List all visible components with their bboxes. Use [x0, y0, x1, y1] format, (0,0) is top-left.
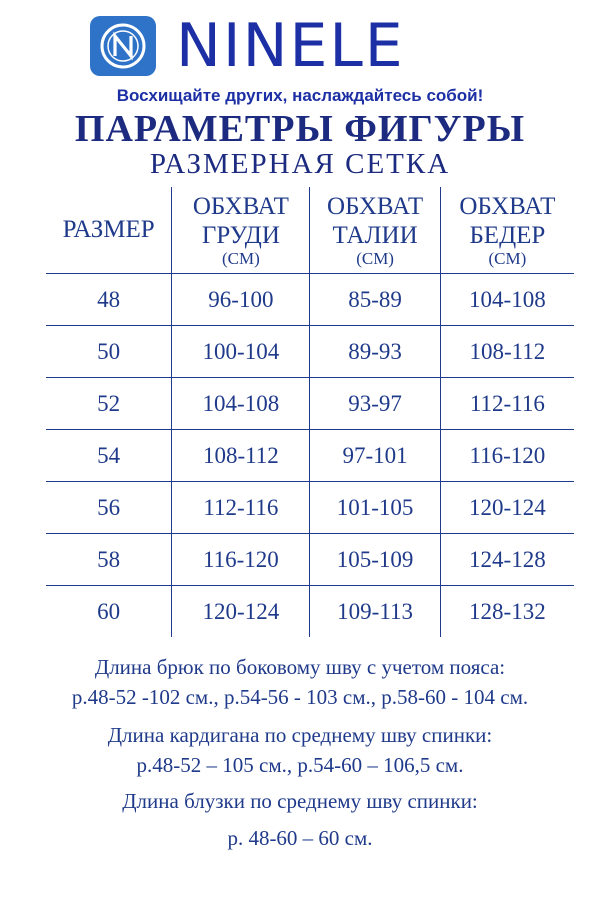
cell-chest: 112-116	[172, 482, 310, 534]
size-table	[46, 187, 574, 637]
table-row	[46, 274, 574, 326]
cardigan-length-title: Длина кардигана по среднему шву спинки:	[107, 723, 493, 747]
cell-hips: 104-108	[440, 274, 574, 326]
cell-chest: 116-120	[172, 534, 310, 586]
brand-tagline: Восхищайте других, наслаждайтесь собой!	[116, 86, 484, 105]
cell-size: 48	[46, 274, 172, 326]
logo-n-icon	[90, 16, 156, 76]
cell-waist: 97-101	[310, 430, 440, 482]
header-waist-line1: ОБХВАТ	[327, 193, 424, 220]
cell-size: 54	[46, 430, 172, 482]
header-hips-unit: (СМ)	[488, 249, 527, 268]
header-hips-line2: БЕДЕР	[469, 222, 546, 249]
cell-hips: 124-128	[440, 534, 574, 586]
blouse-length-values: р. 48-60 – 60 см.	[227, 826, 373, 850]
cell-waist: 101-105	[310, 482, 440, 534]
table-row	[46, 482, 574, 534]
page-subtitle: РАЗМЕРНАЯ СЕТКА	[149, 148, 451, 180]
header-chest-line2: ГРУДИ	[201, 222, 280, 249]
cell-waist: 89-93	[310, 326, 440, 378]
cell-size: 50	[46, 326, 172, 378]
cell-hips: 128-132	[440, 586, 574, 638]
cell-size: 60	[97, 598, 121, 624]
cell-chest: 100-104	[172, 326, 310, 378]
cell-hips: 108-112	[440, 326, 574, 378]
header-hips-line1: ОБХВАТ	[459, 193, 556, 220]
cell-chest: 104-108	[172, 378, 310, 430]
table-row	[46, 534, 574, 586]
cell-hips: 112-116	[440, 378, 574, 430]
header-waist-unit: (СМ)	[356, 249, 394, 268]
header-hips	[440, 187, 574, 274]
cell-chest: 120-124	[172, 586, 310, 638]
header-size-label: РАЗМЕР	[62, 216, 155, 243]
cell-chest: 108-112	[172, 430, 310, 482]
table-row	[46, 430, 574, 482]
header-chest	[172, 187, 310, 274]
table-row	[46, 378, 574, 430]
cell-size: 58	[46, 534, 172, 586]
page-title: ПАРАМЕТРЫ ФИГУРЫ	[74, 108, 526, 150]
cell-waist: 105-109	[310, 534, 440, 586]
header-chest-unit: (СМ)	[221, 249, 260, 268]
header-chest-line1: ОБХВАТ	[192, 193, 289, 220]
brand-logo	[90, 11, 520, 81]
table-row	[46, 586, 574, 638]
cell-size: 52	[46, 378, 172, 430]
trousers-length-values: р.48-52 -102 см., р.54-56 - 103 см., р.58-60 - 104 см.	[71, 685, 529, 709]
header-waist-line2: ТАЛИИ	[332, 222, 418, 249]
cardigan-length-values: р.48-52 – 105 см., р.54-60 – 106,5 см.	[136, 753, 464, 777]
brand-name: NINELE	[176, 11, 405, 81]
cell-chest: 96-100	[172, 274, 310, 326]
cell-hips: 120-124	[440, 482, 574, 534]
cell-hips: 116-120	[440, 430, 574, 482]
table-header-row	[46, 187, 574, 274]
blouse-length-title: Длина блузки по среднему шву спинки:	[122, 789, 478, 813]
cell-waist: 85-89	[310, 274, 440, 326]
table-row	[46, 326, 574, 378]
trousers-length-title: Длина брюк по боковому шву с учетом пояса:	[94, 655, 506, 679]
cell-waist: 109-113	[310, 586, 440, 638]
header-size	[46, 187, 172, 274]
cell-size: 56	[46, 482, 172, 534]
header-waist	[310, 187, 440, 274]
cell-waist: 93-97	[310, 378, 440, 430]
